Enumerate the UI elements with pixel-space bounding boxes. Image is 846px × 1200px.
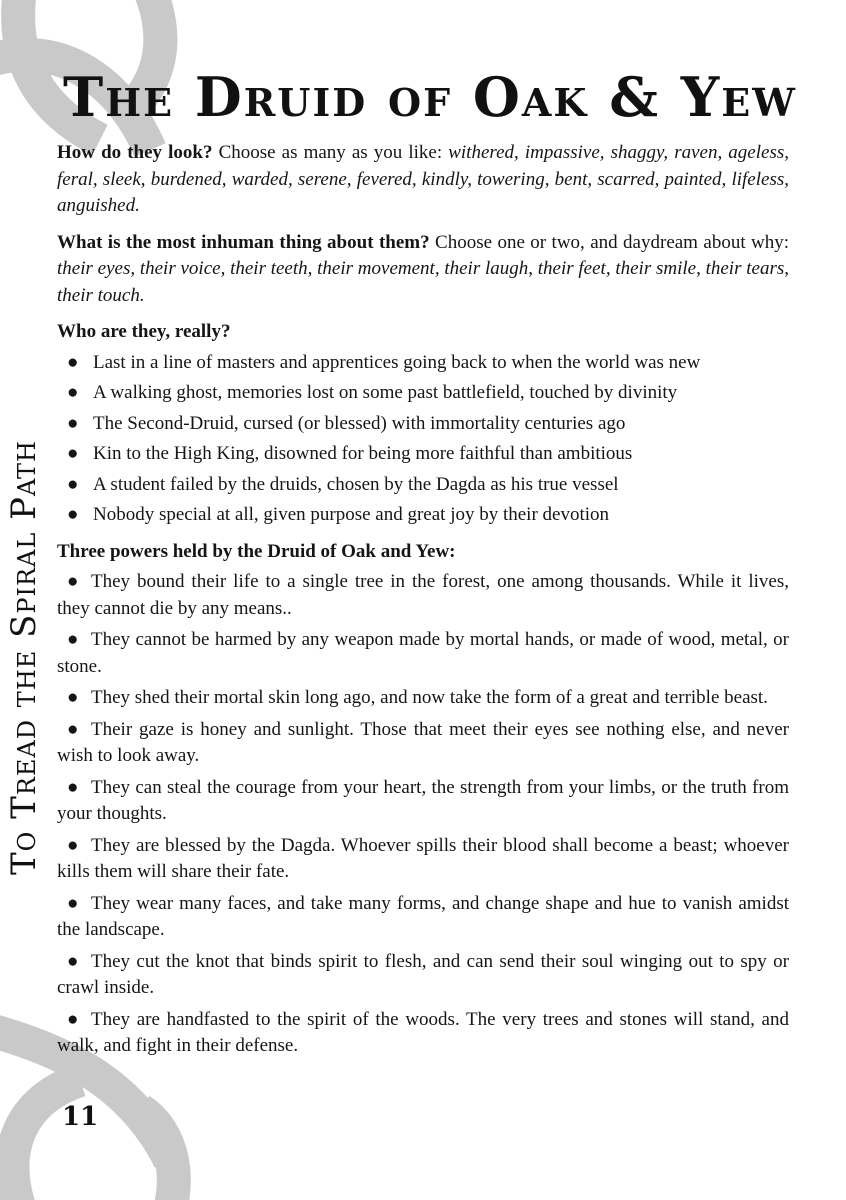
- bullet-icon: ●: [67, 571, 79, 592]
- bullet-icon: ●: [67, 834, 79, 856]
- list-item: [57, 411, 789, 438]
- look-paragraph: [57, 140, 789, 220]
- running-header-vertical: To Tread the Spiral Path: [4, 440, 44, 875]
- list-item-text: Last in a line of masters and apprentices going back to when the world was new: [93, 351, 701, 373]
- list-item: [57, 949, 789, 1002]
- list-item-text: They cut the knot that binds spirit to flesh, and can send their soul winging out to spy or crawl inside.: [57, 950, 789, 998]
- bullet-icon: ●: [67, 473, 79, 495]
- list-item: [57, 380, 789, 407]
- bullet-icon: ●: [67, 351, 79, 373]
- inhuman-lead: What is the most inhuman thing about them?: [57, 231, 430, 253]
- bullet-icon: ●: [67, 412, 79, 434]
- inhuman-options: their eyes, their voice, their teeth, their movement, their laugh, their feet, their smile, their tears, their touch.: [57, 258, 789, 306]
- page-title: The Druid of Oak & Yew: [63, 65, 797, 129]
- list-item: [57, 441, 789, 468]
- inhuman-prompt: Choose one or two, and daydream about why:: [429, 231, 790, 253]
- list-item-text: They cannot be harmed by any weapon made by mortal hands, or made of wood, metal, or stone.: [57, 629, 789, 677]
- bullet-icon: ●: [67, 382, 79, 403]
- list-item: [57, 1007, 789, 1060]
- list-item-text: They bound their life to a single tree in the forest, one among thousands. While it lives, they cannot die by any means..: [57, 571, 789, 619]
- list-item-text: Their gaze is honey and sunlight. Those that meet their eyes see nothing else, and never wish to look away.: [57, 718, 789, 766]
- inhuman-paragraph: [57, 230, 789, 310]
- list-item-text: A student failed by the druids, chosen by the Dagda as his true vessel: [93, 473, 619, 495]
- list-item: [57, 627, 789, 680]
- bullet-icon: ●: [67, 776, 79, 798]
- list-item-text: They shed their mortal skin long ago, and now take the form of a great and terrible beast.: [91, 687, 768, 708]
- who-list: [57, 350, 789, 529]
- list-item: [57, 775, 789, 828]
- bullet-icon: ●: [67, 892, 79, 914]
- list-item: [57, 350, 789, 377]
- bullet-icon: ●: [67, 443, 79, 464]
- powers-heading: Three powers held by the Druid of Oak and Yew:: [57, 540, 456, 562]
- bullet-icon: ●: [67, 1008, 79, 1030]
- list-item: [57, 891, 789, 944]
- list-item-text: Kin to the High King, disowned for being more faithful than ambitious: [93, 443, 633, 464]
- bullet-icon: ●: [67, 950, 79, 972]
- list-item: [57, 833, 789, 886]
- page-number: 11: [62, 1102, 99, 1132]
- list-item-text: They are handfasted to the spirit of the woods. The very trees and stones will stand, and walk, and fight in their defense.: [57, 1008, 789, 1056]
- list-item: [57, 685, 789, 712]
- powers-list: [57, 569, 789, 1060]
- bullet-icon: ●: [67, 687, 79, 708]
- list-item: [57, 569, 789, 622]
- list-item-text: The Second-Druid, cursed (or blessed) with immortality centuries ago: [93, 412, 626, 434]
- list-item-text: They wear many faces, and take many forms, and change shape and hue to vanish amidst the landscape.: [57, 892, 789, 940]
- bullet-icon: ●: [67, 718, 79, 740]
- look-prompt: Choose as many as you like:: [212, 142, 449, 163]
- bullet-icon: ●: [67, 504, 79, 525]
- who-heading: Who are they, really?: [57, 321, 231, 342]
- list-item: [57, 717, 789, 770]
- list-item-text: They are blessed by the Dagda. Whoever spills their blood shall become a beast; whoever kills them will share their fate.: [57, 834, 789, 882]
- list-item: [57, 502, 789, 529]
- list-item-text: A walking ghost, memories lost on some past battlefield, touched by divinity: [93, 382, 678, 403]
- list-item-text: They can steal the courage from your heart, the strength from your limbs, or the truth from your thoughts.: [57, 776, 789, 824]
- look-options: withered, impassive, shaggy, raven, ageless, feral, sleek, burdened, warded, serene, fevered, kindly, towering, bent, scarred, painted, lifeless, anguished.: [57, 142, 789, 216]
- bullet-icon: ●: [67, 629, 79, 650]
- look-lead: How do they look?: [57, 142, 213, 163]
- main-content: [57, 140, 789, 1065]
- list-item-text: Nobody special at all, given purpose and great joy by their devotion: [93, 504, 610, 525]
- list-item: [57, 472, 789, 499]
